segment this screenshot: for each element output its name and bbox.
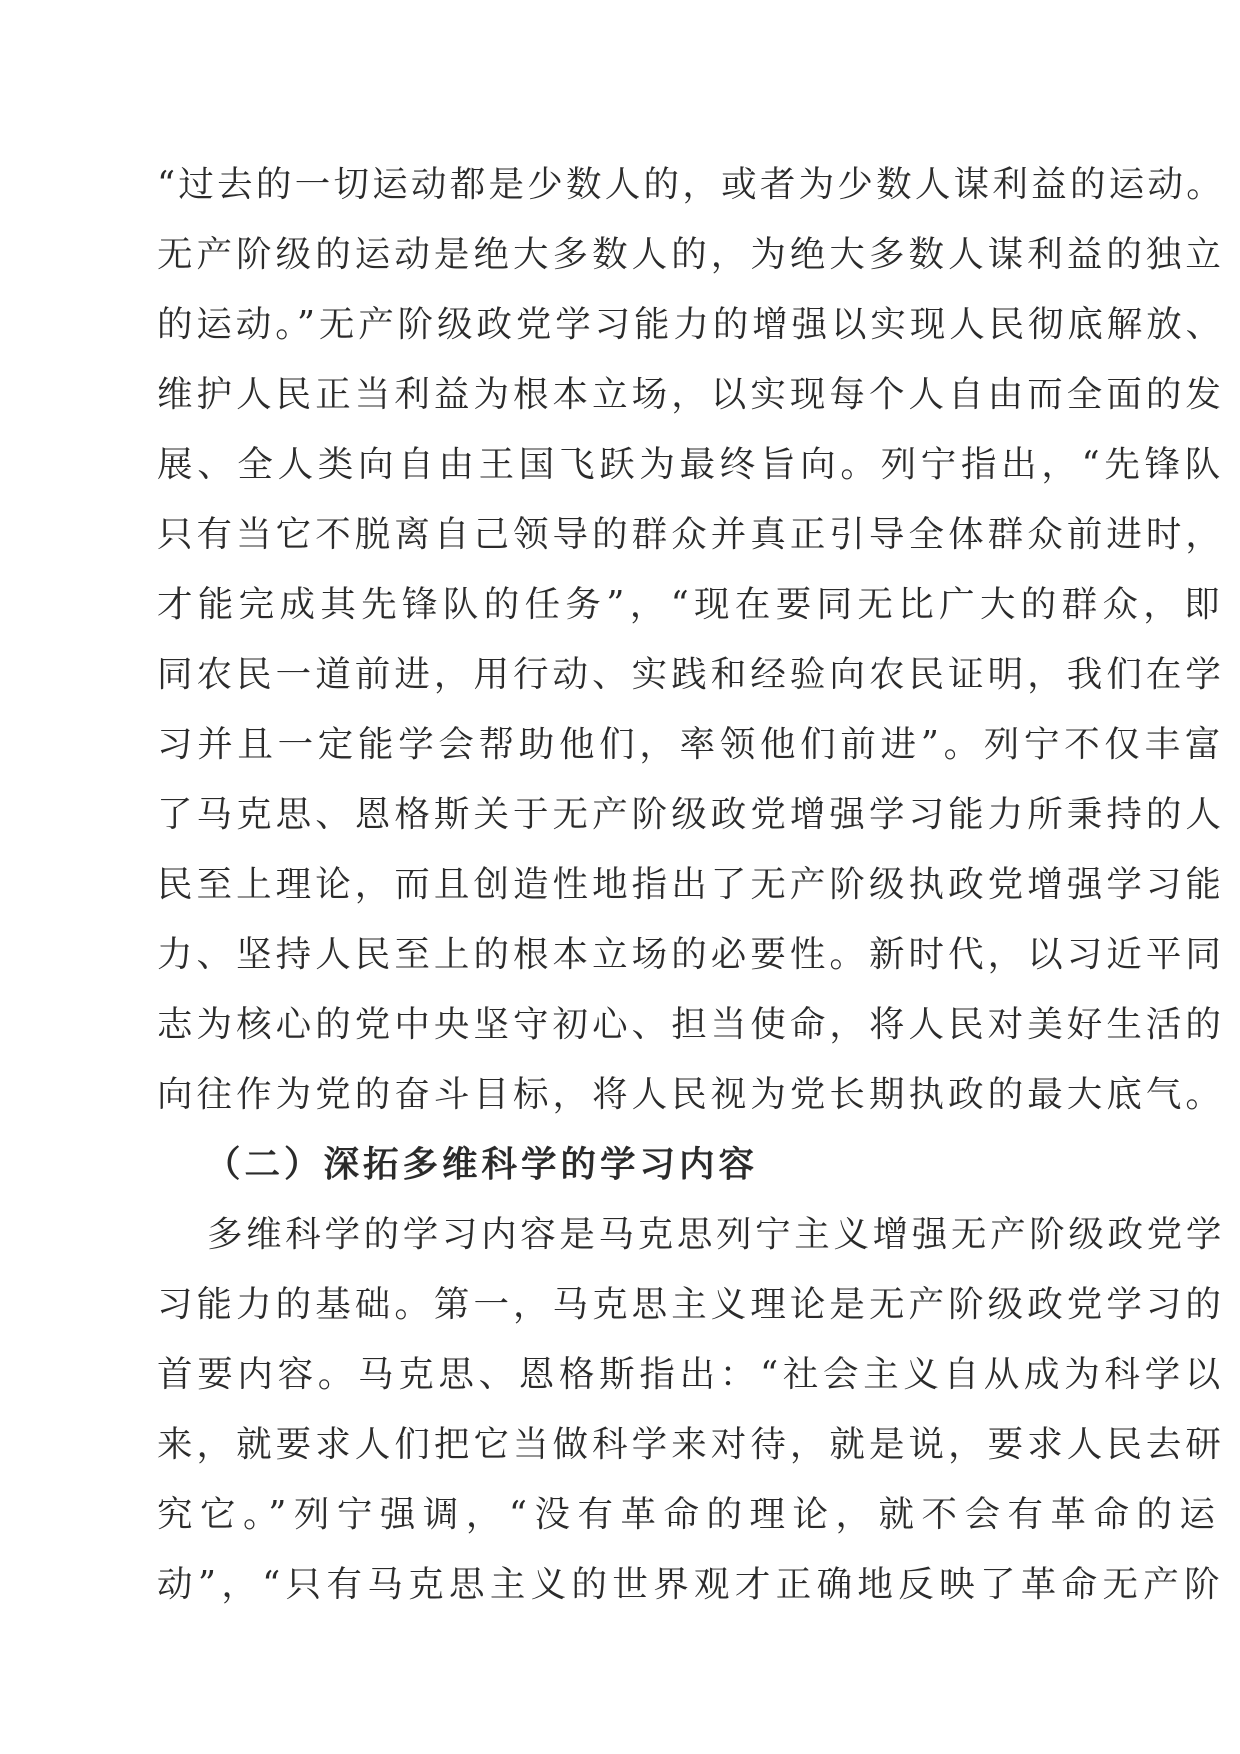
paragraph1-line-8: 同农民一道前进，用行动、实践和经验向农民证明，我们在学 <box>157 654 1225 695</box>
paragraph1-line-5: 展、全人类向自由王国飞跃为最终旨向。列宁指出，“先锋队 <box>157 444 1225 485</box>
paragraph2-line-2: 习能力的基础。第一，马克思主义理论是无产阶级政党学习的 <box>157 1284 1225 1325</box>
paragraph1-line-2: 无产阶级的运动是绝大多数人的，为绝大多数人谋利益的独立 <box>157 234 1225 275</box>
section-heading: （二）深拓多维科学的学习内容 <box>205 1144 759 1185</box>
paragraph1-line-10: 了马克思、恩格斯关于无产阶级政党增强学习能力所秉持的人 <box>157 794 1225 835</box>
paragraph1-line-9: 习并且一定能学会帮助他们，率领他们前进”。列宁不仅丰富 <box>157 724 1225 765</box>
paragraph1-line-14: 向往作为党的奋斗目标，将人民视为党长期执政的最大底气。 <box>157 1074 1225 1115</box>
paragraph1-line-1: “过去的一切运动都是少数人的，或者为少数人谋利益的运动。 <box>157 164 1225 205</box>
paragraph2-line-5: 究它。”列宁强调，“没有革命的理论，就不会有革命的运 <box>157 1494 1223 1535</box>
paragraph1-line-7: 才能完成其先锋队的任务”，“现在要同无比广大的群众，即 <box>157 584 1225 625</box>
paragraph1-line-11: 民至上理论，而且创造性地指出了无产阶级执政党增强学习能 <box>157 864 1225 905</box>
paragraph1-line-13: 志为核心的党中央坚守初心、担当使命，将人民对美好生活的 <box>157 1004 1225 1045</box>
paragraph1-line-3: 的运动。”无产阶级政党学习能力的增强以实现人民彻底解放、 <box>157 304 1225 345</box>
paragraph1-line-4: 维护人民正当利益为根本立场，以实现每个人自由而全面的发 <box>157 374 1225 415</box>
paragraph2-line-3: 首要内容。马克思、恩格斯指出：“社会主义自从成为科学以 <box>157 1354 1225 1395</box>
paragraph2-line-4: 来，就要求人们把它当做科学来对待，就是说，要求人民去研 <box>157 1424 1225 1465</box>
paragraph2-line-6: 动”，“只有马克思主义的世界观才正确地反映了革命无产阶 <box>157 1564 1225 1605</box>
paragraph2-line-1: 多维科学的学习内容是马克思列宁主义增强无产阶级政党学 <box>207 1214 1225 1255</box>
paragraph1-line-12: 力、坚持人民至上的根本立场的必要性。新时代，以习近平同 <box>157 934 1225 975</box>
paragraph1-line-6: 只有当它不脱离自己领导的群众并真正引导全体群众前进时， <box>157 514 1225 555</box>
